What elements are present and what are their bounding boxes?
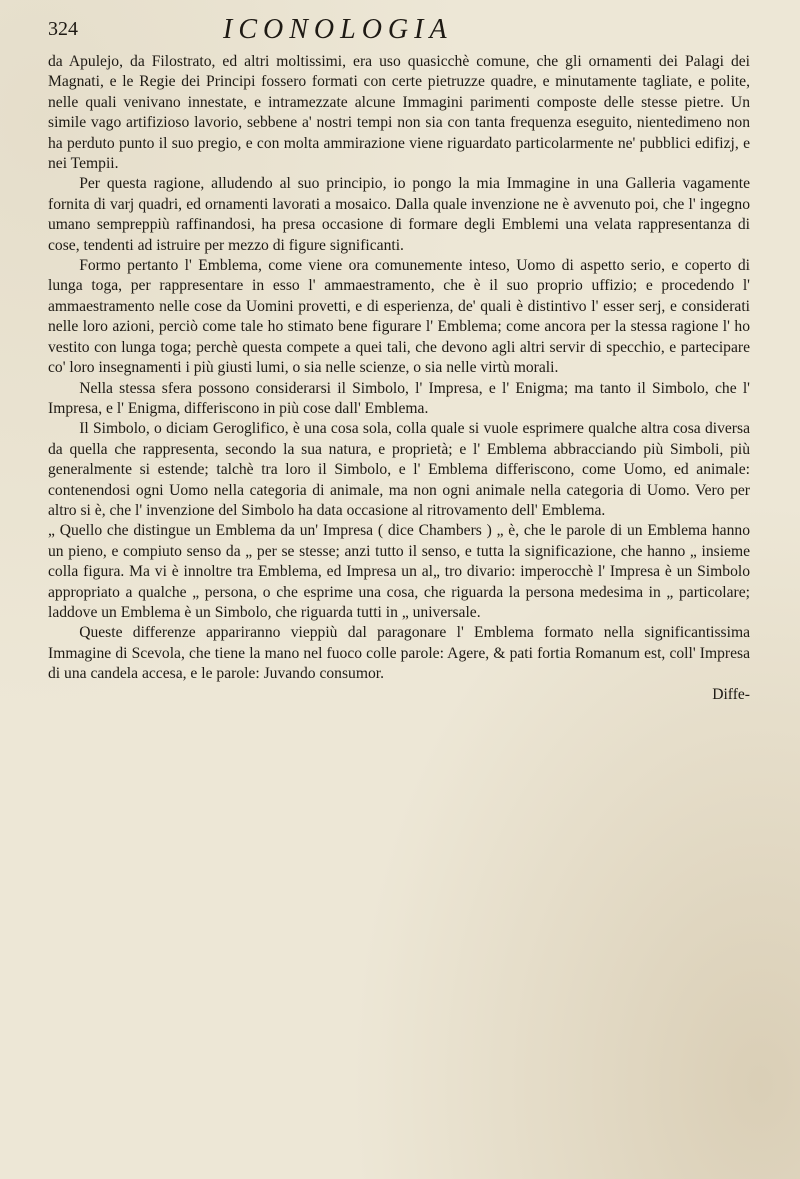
- running-title: ICONOLOGIA: [223, 14, 453, 45]
- paragraph-emblem-figure: Formo pertanto l' Emblema, come viene ora comunemente inteso, Uomo di aspetto serio, e coperto di lunga toga, per rappresentare in esso l' ammaestramento, che è il suo proprio uffizio; e procedendo l' ammaestramento nelle cose da Uomini provetti, e di esperienza, de' quali è distintivo l' esser serj, e considerati nelle loro azioni, perciò come tale ho stimato bene figurare l' Emblema; come ancora per la stessa ragione l' ho vestito con lunga toga; perchè questa compete a quei tali, che devono agli altri servir di specchio, e partecipare co' loro insegnamenti i più giusti lumi, o sia nelle scienze, o sia nelle virtù morali.: [48, 257, 750, 377]
- page-header: [48, 14, 748, 44]
- body-text: [48, 52, 750, 705]
- paragraph-symbol-impresa-enigma: Nella stessa sfera possono considerarsi il Simbolo, l' Impresa, e l' Enigma; ma tanto il Simbolo, che l' Impresa, e l' Enigma, differiscono in più cose dall' Emblema.: [48, 379, 750, 417]
- catchword: Diffe-: [712, 685, 750, 703]
- paragraph-chambers-quote: „ Quello che distingue un Emblema da un' Impresa ( dice Chambers ) „ è, che le parole di un Emblema hanno un pieno, e compiuto senso da „ per se stesse; anzi tutto il senso, e tutta la significazione, che hanno „ insieme colla figura. Ma vi è innoltre tra Emblema, ed Impresa un al„ tro divario: imperocchè l' Impresa è un Simbolo appropriato a qualche „ persona, o che esprime una cosa, che riguarda la persona medesima in „ particolare; laddove un Emblema è un Simbolo, che riguarda tutti in „ universale.: [48, 522, 750, 621]
- page-number: 324: [48, 18, 78, 40]
- paragraph-gallery-image: Per questa ragione, alludendo al suo principio, io pongo la mia Immagine in una Galleria vagamente fornita di varj quadri, ed ornamenti lavorati a mosaico. Dalla quale invenzione ne è avvenuto poi, che l' ingegno umano sempreppiù raffinandosi, ha presa occasione di formare degli Emblemi una velata rappresentanza di cose, tendenti ad istruire per mezzo di figure significanti.: [48, 175, 750, 254]
- paragraph-symbol-definition: Il Simbolo, o diciam Geroglifico, è una cosa sola, colla quale si vuole esprimere qualche altra cosa diversa da quella che rappresenta, secondo la sua natura, e proprietà; e l' Emblema abbracciando più Simboli, più generalmente si estende; talchè tra loro il Simbolo, e l' Emblema differiscono, come Uomo, ed animale: contenendosi ogni Uomo nella categoria di animale, ma non ogni animale nella categoria di Uomo. Vero per altro si è, che l' invenzione del Simbolo ha data occasione al ritrovamento dell' Emblema.: [48, 420, 750, 519]
- paragraph-scevola-example: Queste differenze appariranno vieppiù dal paragonare l' Emblema formato nella significantissima Immagine di Scevola, che tiene la mano nel fuoco colle parole: Agere, & pati fortia Romanum est, coll' Impresa di una candela accesa, e le parole: Juvando consumor.: [48, 624, 750, 683]
- paragraph-mosaic-origins: da Apulejo, da Filostrato, ed altri moltissimi, era uso quasicchè comune, che gli ornamenti dei Palagi dei Magnati, e le Regie dei Principi fossero formati con certe pietruzze quadre, e minutamente tagliate, e polite, nelle quali venivano innestate, e intramezzate alcune Immagini parimenti composte delle stesse pietre. Un simile vago artifizioso lavorio, sebbene a' nostri tempi non sia con tanta frequenza eseguito, nientedimeno non ha perduto punto il suo pregio, e con molta ammirazione viene riguardato particolarmente ne' pubblici edifizj, e nei Tempii.: [48, 53, 750, 173]
- catchword-row: [48, 685, 750, 705]
